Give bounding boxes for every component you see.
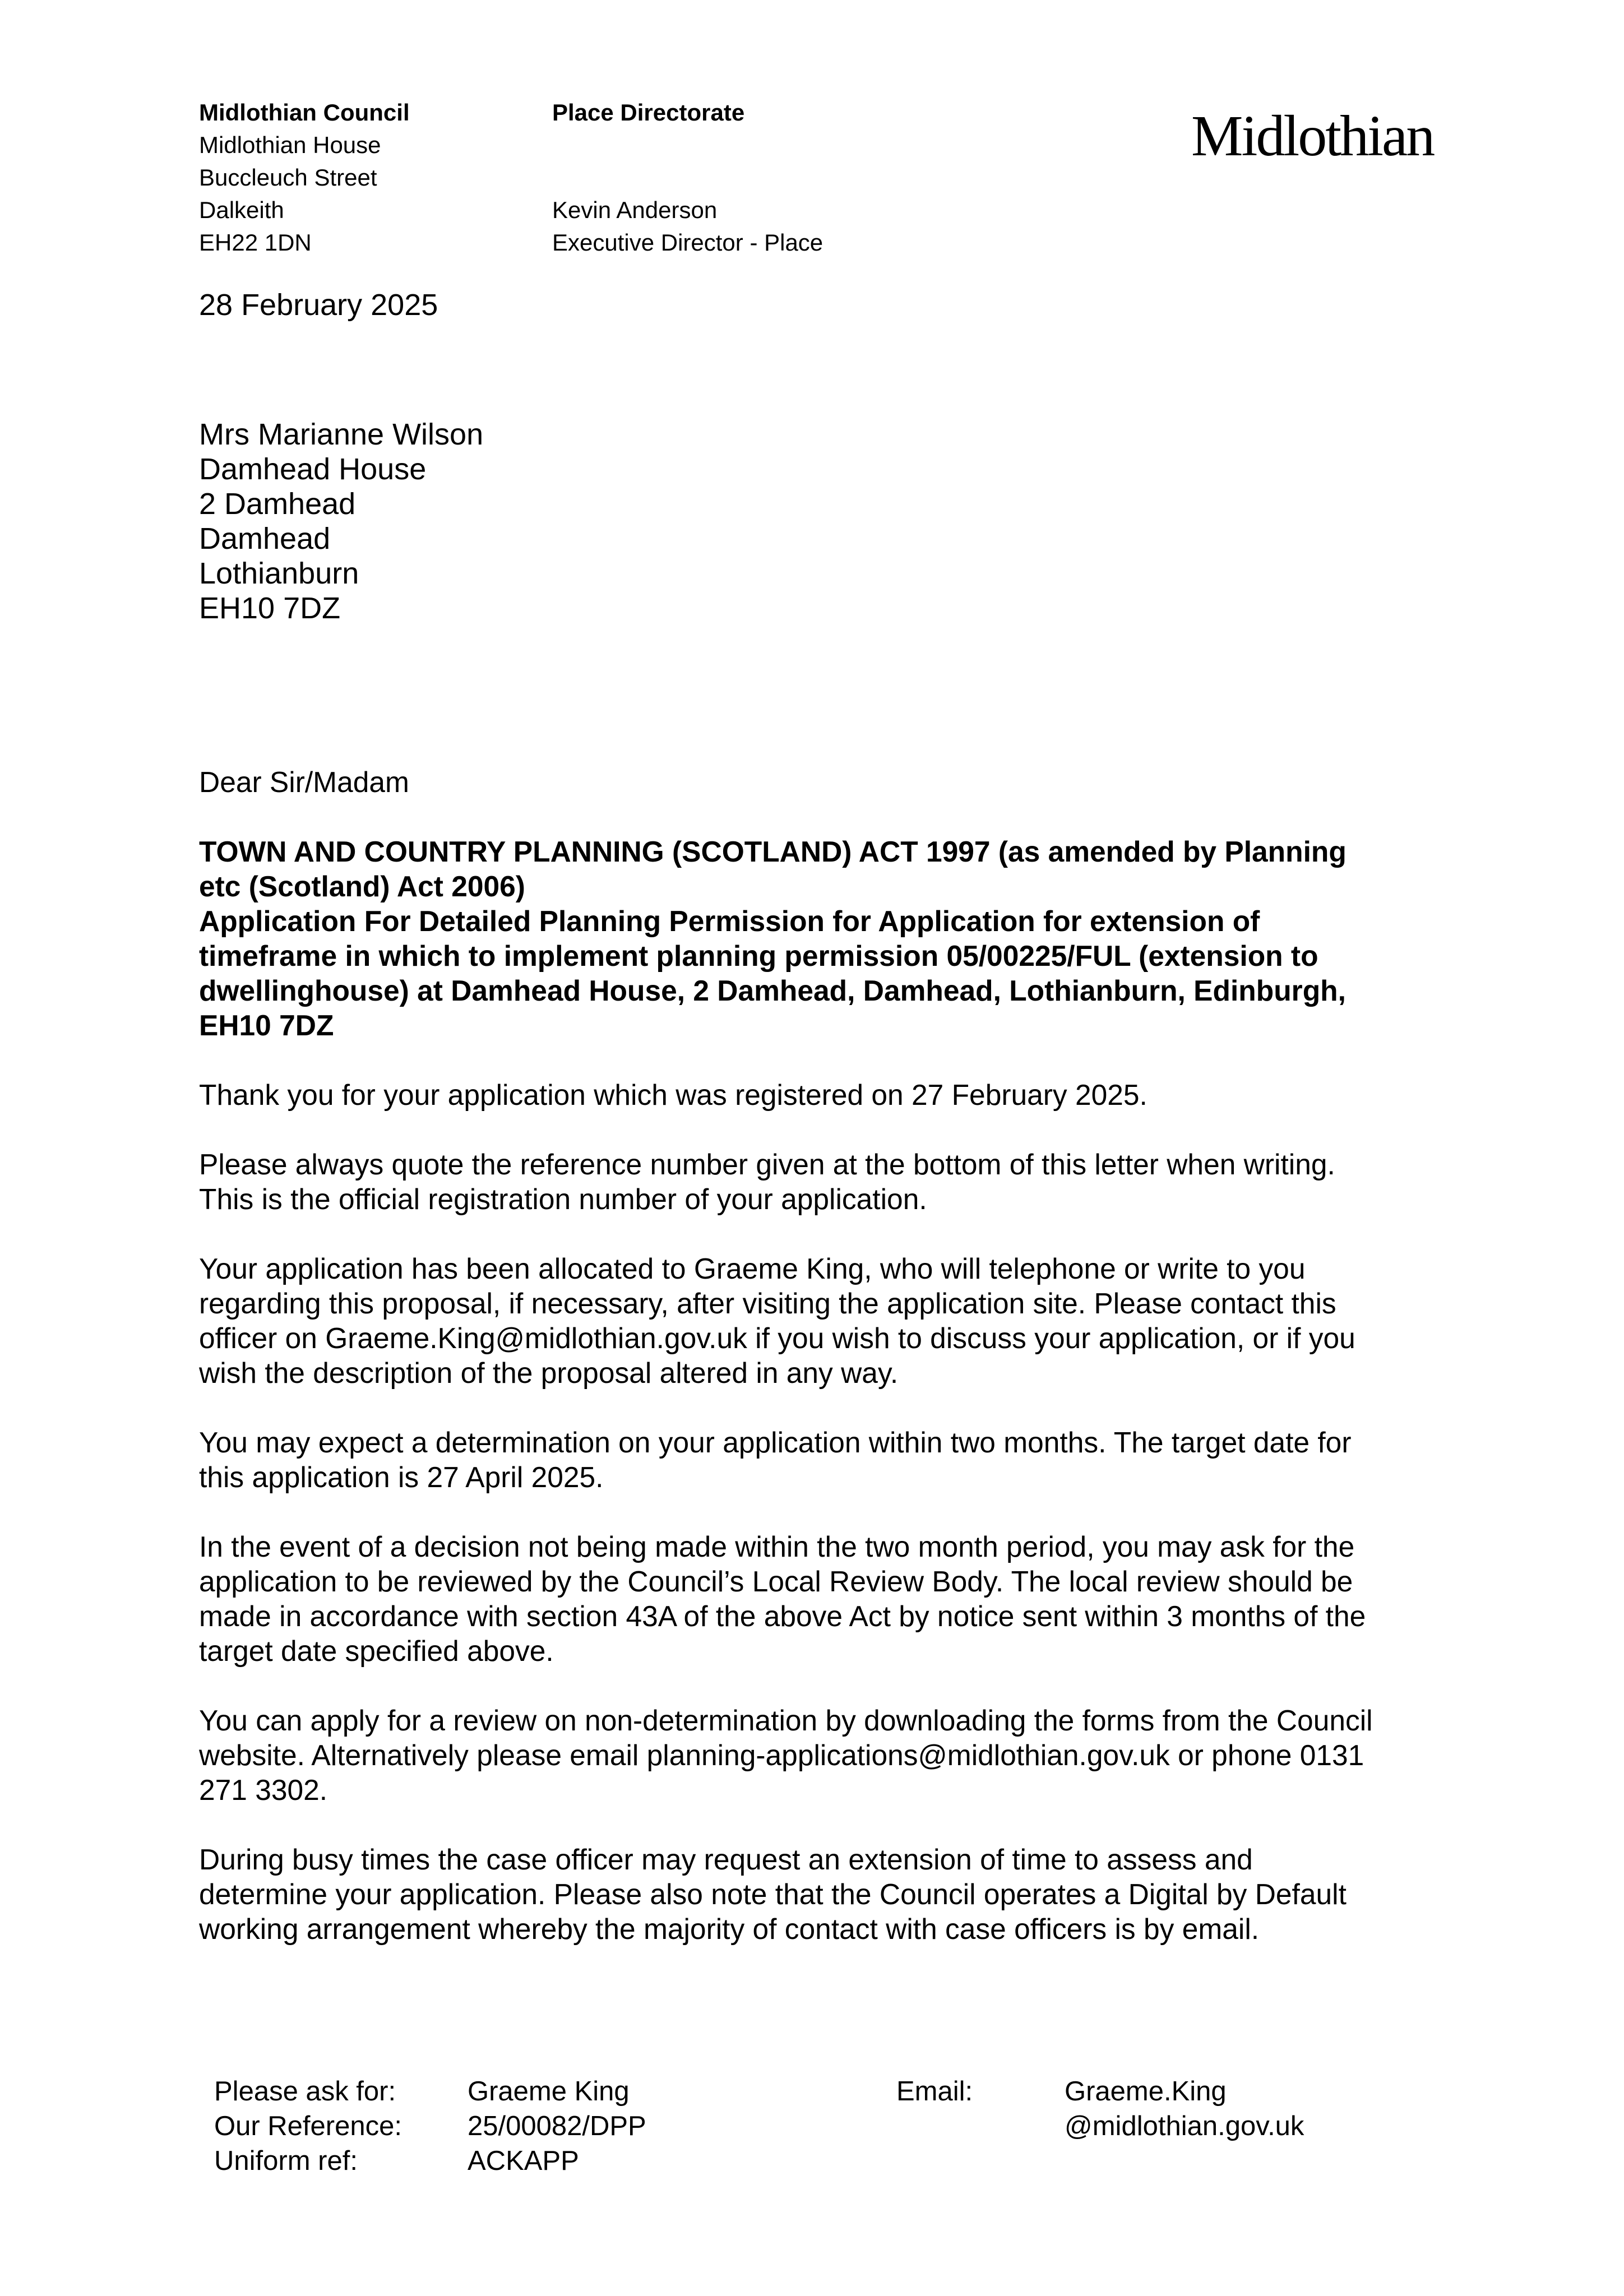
paragraph-line: regarding this proposal, if necessary, after visiting the application site. Please contact this [199, 1287, 1336, 1320]
sender-address-line: Dalkeith [199, 197, 284, 223]
paragraph-line: made in accordance with section 43A of the above Act by notice sent within 3 months of the [199, 1600, 1366, 1632]
reference-value: 25/00082/DPP [468, 2111, 646, 2141]
recipient-line: Damhead [199, 522, 331, 556]
recipient-line: 2 Damhead [199, 487, 356, 521]
paragraph-line: This is the official registration number of your application. [199, 1183, 927, 1215]
heading-line: etc (Scotland) Act 2006) [199, 870, 525, 902]
heading-line: TOWN AND COUNTRY PLANNING (SCOTLAND) ACT 1997 (as amended by Planning [199, 835, 1347, 868]
ask-for-value: Graeme King [468, 2076, 630, 2107]
paragraph-line: this application is 27 April 2025. [199, 1461, 604, 1493]
paragraph-officer [199, 1251, 1449, 1390]
letter-date: 28 February 2025 [199, 288, 438, 322]
paragraph-line: website. Alternatively please email planning-applications@midlothian.gov.uk or phone 0131 [199, 1739, 1364, 1771]
paragraph-line: 271 3302. [199, 1774, 328, 1806]
salutation: Dear Sir/Madam [199, 766, 409, 798]
footer-row-ask-for [214, 2074, 1304, 2109]
paragraph-line: You can apply for a review on non-determination by downloading the forms from the Council [199, 1704, 1373, 1737]
email-value-line: Graeme.King [1065, 2076, 1227, 2107]
paragraph-busy-times [199, 1842, 1449, 1946]
ask-for-label: Please ask for: [214, 2076, 396, 2107]
recipient-line: Damhead House [199, 452, 427, 486]
sender-address-line: Midlothian House [199, 132, 381, 158]
sender-address-line: EH22 1DN [199, 229, 312, 256]
directorate-block [552, 96, 823, 259]
paragraph-line: officer on Graeme.King@midlothian.gov.uk if you wish to discuss your application, or if you [199, 1322, 1355, 1354]
heading-line: timeframe in which to implement planning permission 05/00225/FUL (extension to [199, 939, 1318, 972]
paragraph-line: wish the description of the proposal altered in any way. [199, 1357, 899, 1389]
paragraph-line: Thank you for your application which was registered on 27 February 2025. [199, 1078, 1148, 1111]
council-logo: Midlothian [1191, 104, 1434, 168]
paragraph-reference [199, 1147, 1449, 1216]
paragraph-line: target date specified above. [199, 1635, 554, 1667]
letter-heading [199, 834, 1449, 1043]
recipient-line: EH10 7DZ [199, 591, 341, 625]
paragraph-line: You may expect a determination on your application within two months. The target date for [199, 1426, 1352, 1459]
footer-row-uniform [214, 2144, 1304, 2178]
heading-line: Application For Detailed Planning Permission for Application for extension of [199, 905, 1260, 937]
officer-name: Kevin Anderson [552, 197, 718, 223]
paragraph-registration [199, 1077, 1449, 1112]
uniform-label: Uniform ref: [214, 2146, 358, 2176]
email-label: Email: [896, 2076, 973, 2107]
paragraph-line: Please always quote the reference number given at the bottom of this letter when writing. [199, 1148, 1335, 1181]
paragraph-line: working arrangement whereby the majority of contact with case officers is by email. [199, 1913, 1260, 1945]
paragraph-line: During busy times the case officer may request an extension of time to assess and [199, 1843, 1253, 1876]
sender-address-line: Buccleuch Street [199, 164, 377, 191]
paragraph-review [199, 1529, 1449, 1668]
email-value-line: @midlothian.gov.uk [1065, 2111, 1304, 2141]
sender-name: Midlothian Council [199, 99, 410, 126]
paragraph-line: application to be reviewed by the Council’s Local Review Body. The local review should be [199, 1565, 1353, 1598]
paragraph-line: In the event of a decision not being made within the two month period, you may ask for the [199, 1530, 1355, 1563]
paragraph-line: determine your application. Please also note that the Council operates a Digital by Default [199, 1878, 1347, 1910]
uniform-value: ACKAPP [468, 2146, 579, 2176]
directorate-name: Place Directorate [552, 99, 745, 126]
footer-row-reference [214, 2109, 1304, 2144]
paragraph-target-date [199, 1425, 1449, 1494]
officer-title: Executive Director - Place [552, 229, 823, 256]
paragraph-line: Your application has been allocated to Graeme King, who will telephone or write to you [199, 1252, 1306, 1285]
paragraph-apply-review [199, 1703, 1449, 1807]
sender-address-block [199, 96, 410, 259]
letter-body [199, 765, 1449, 1981]
recipient-line: Lothianburn [199, 557, 359, 590]
recipient-line: Mrs Marianne Wilson [199, 418, 484, 451]
footer-contact-block [214, 2074, 1304, 2178]
heading-line: EH10 7DZ [199, 1009, 334, 1041]
recipient-address-block [199, 417, 483, 626]
heading-line: dwellinghouse) at Damhead House, 2 Damhead, Damhead, Lothianburn, Edinburgh, [199, 974, 1346, 1007]
reference-label: Our Reference: [214, 2111, 402, 2141]
